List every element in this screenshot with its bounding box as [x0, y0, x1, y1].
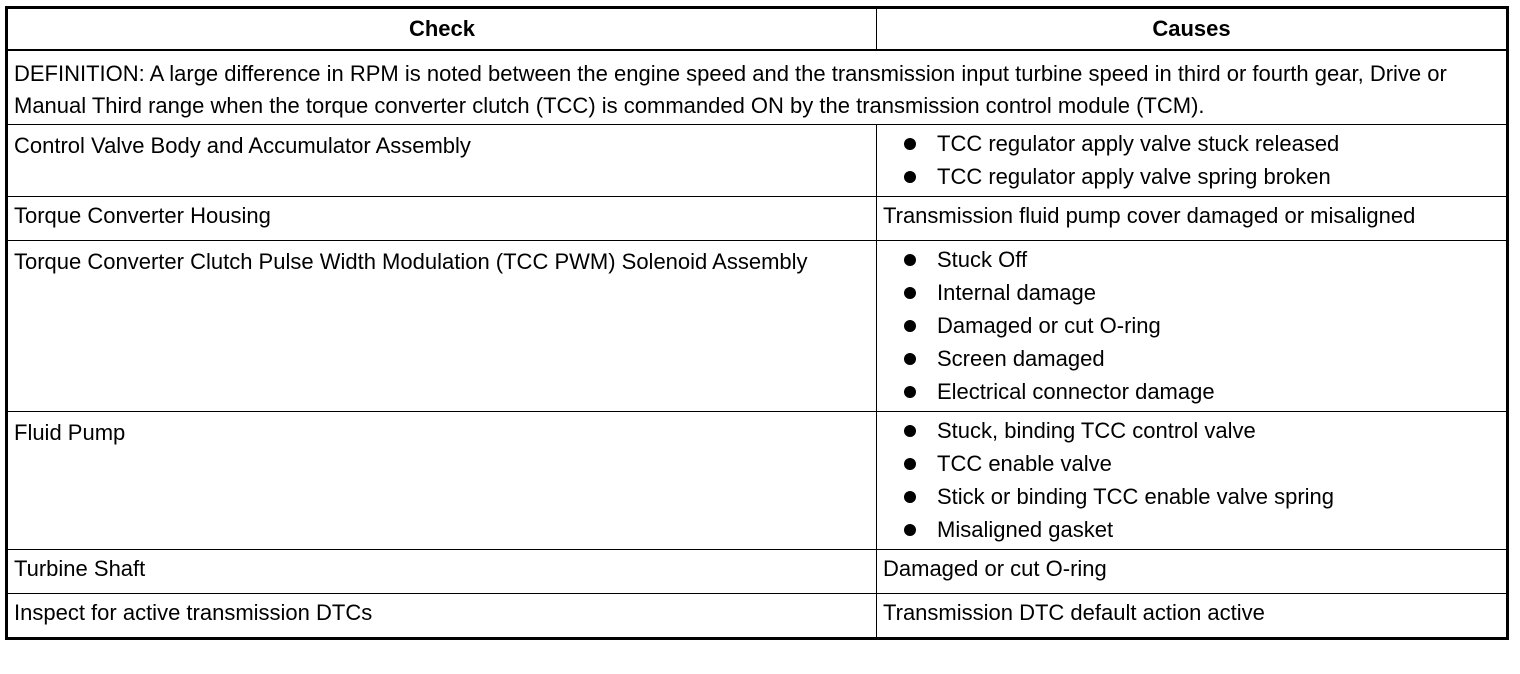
cause-item: Stick or binding TCC enable valve spring — [900, 481, 1500, 514]
header-row — [7, 8, 1508, 51]
cause-text: Damaged or cut O-ring — [877, 550, 1508, 594]
check-cell: Turbine Shaft — [7, 550, 877, 594]
definition-row — [7, 50, 1508, 125]
cause-item: Damaged or cut O-ring — [900, 310, 1500, 343]
table-row — [7, 594, 1508, 639]
cause-item: Misaligned gasket — [900, 514, 1500, 547]
check-cell: Torque Converter Housing — [7, 197, 877, 241]
cause-item: Electrical connector damage — [900, 376, 1500, 409]
table-row — [7, 550, 1508, 594]
check-cell: Control Valve Body and Accumulator Assembly — [7, 125, 877, 197]
table-row — [7, 241, 1508, 412]
check-cell: Fluid Pump — [7, 412, 877, 550]
cause-item: TCC regulator apply valve spring broken — [900, 161, 1500, 194]
cause-item: Stuck Off — [900, 244, 1500, 277]
causes-column-header: Causes — [877, 8, 1508, 51]
diagnostic-table — [5, 6, 1509, 640]
cause-item: TCC regulator apply valve stuck released — [900, 128, 1500, 161]
causes-cell — [877, 412, 1508, 550]
cause-item: Internal damage — [900, 277, 1500, 310]
causes-cell — [877, 241, 1508, 412]
cause-text: Transmission fluid pump cover damaged or misaligned — [877, 197, 1508, 241]
check-cell: Torque Converter Clutch Pulse Width Modulation (TCC PWM) Solenoid Assembly — [7, 241, 877, 412]
cause-list — [883, 244, 1500, 409]
cause-item: TCC enable valve — [900, 448, 1500, 481]
cause-list — [883, 128, 1500, 194]
cause-item: Screen damaged — [900, 343, 1500, 376]
table-row — [7, 125, 1508, 197]
causes-cell — [877, 125, 1508, 197]
table-row — [7, 412, 1508, 550]
cause-list — [883, 415, 1500, 547]
definition-text: DEFINITION: A large difference in RPM is noted between the engine speed and the transmission input turbine speed in third or fourth gear, Drive or Manual Third range when the torque converter clutch (TCC) is commanded ON by the transmission control module (TCM). — [7, 50, 1508, 125]
check-column-header: Check — [7, 8, 877, 51]
cause-item: Stuck, binding TCC control valve — [900, 415, 1500, 448]
check-cell: Inspect for active transmission DTCs — [7, 594, 877, 639]
cause-text: Transmission DTC default action active — [877, 594, 1508, 639]
table-row — [7, 197, 1508, 241]
